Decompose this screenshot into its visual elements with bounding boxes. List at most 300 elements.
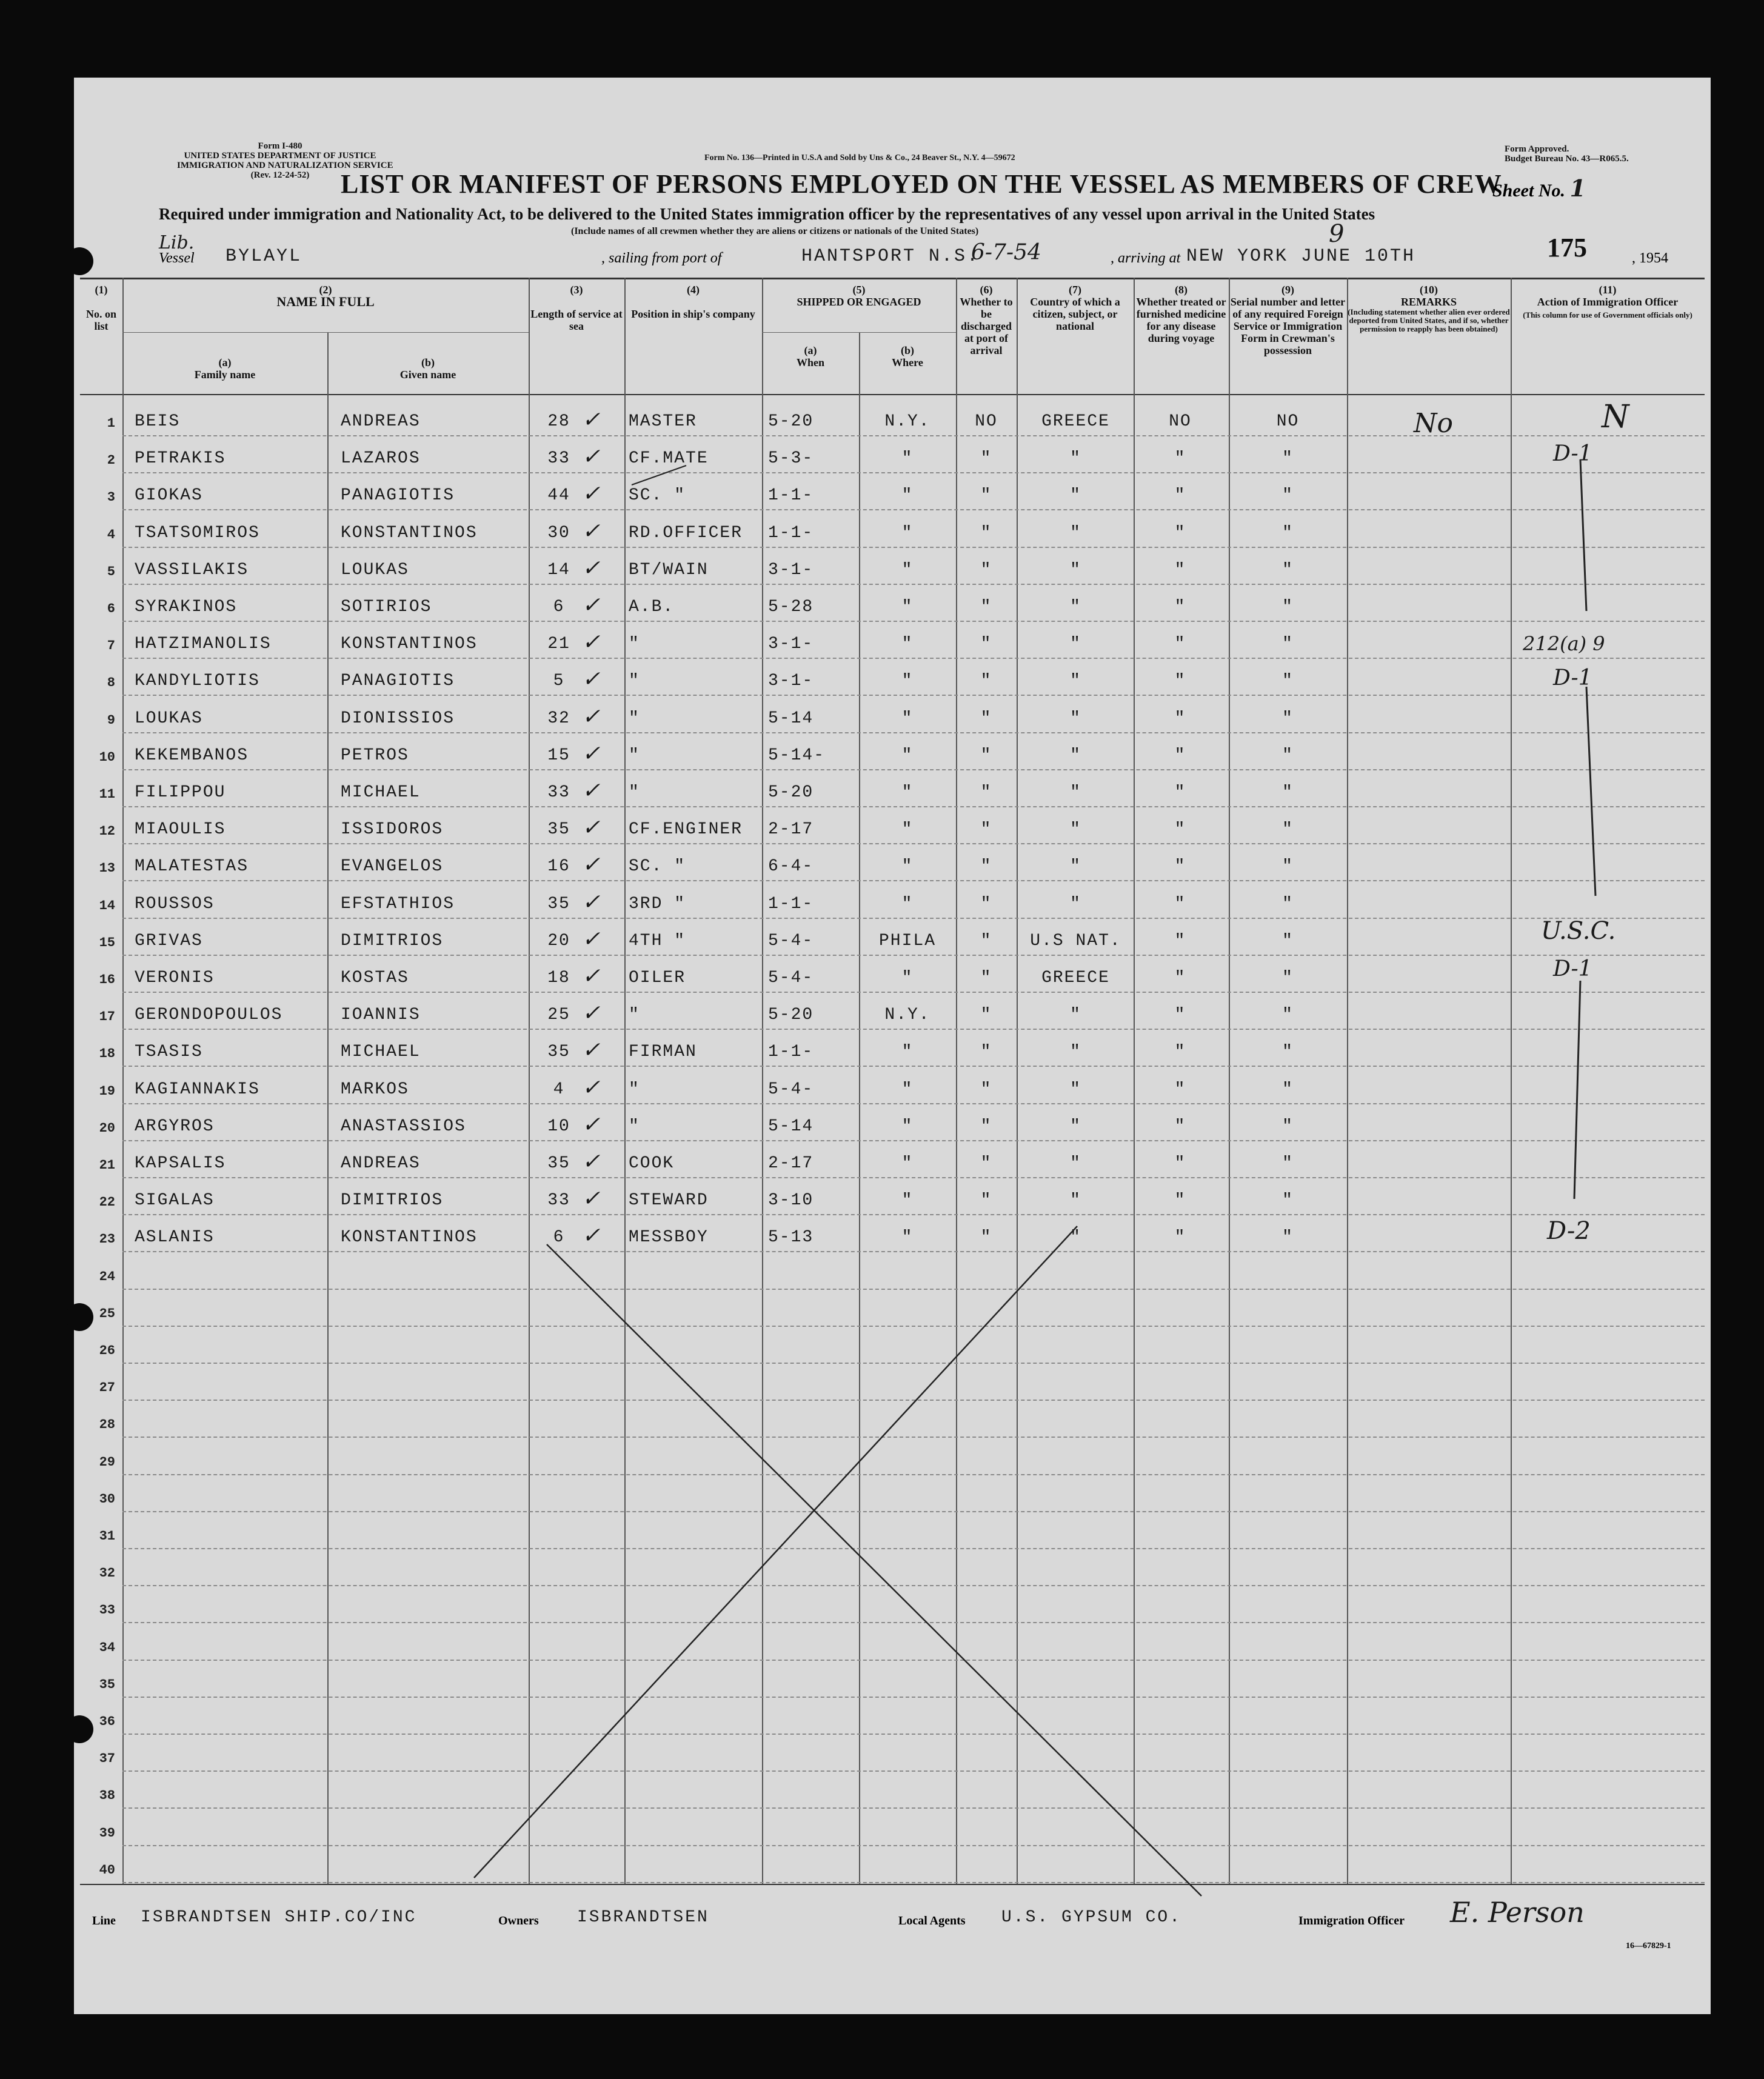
crew-given-cell: DIONISSIOS: [341, 709, 455, 728]
row-number: 21: [99, 1158, 115, 1173]
crew-position-cell: ": [629, 1006, 640, 1025]
crew-given-cell: SOTIRIOS: [341, 598, 432, 616]
vessel-name: BYLAYL: [226, 246, 302, 267]
crew-given-cell: KOSTAS: [341, 969, 409, 987]
col-label: SHIPPED OR ENGAGED: [797, 296, 921, 308]
row-number: 30: [99, 1491, 115, 1507]
budget-text: Budget Bureau No. 43—R065.5.: [1505, 154, 1629, 164]
crew-when-cell: 3-1-: [768, 560, 814, 579]
row-number: 18: [99, 1046, 115, 1062]
col-num: (4): [687, 284, 700, 296]
crew-length-cell: 18: [547, 969, 570, 987]
crew-discharged-cell: ": [980, 709, 992, 728]
crew-medicine-cell: ": [1174, 1154, 1186, 1173]
crew-where-cell: ": [901, 969, 914, 987]
check-mark-icon: ✓: [582, 853, 602, 879]
row-number: 1: [107, 416, 115, 431]
check-mark-icon: ✓: [582, 1224, 602, 1250]
crew-serial-cell: ": [1282, 1043, 1294, 1062]
crew-family-cell: GRIVAS: [135, 931, 203, 950]
col-num: (9): [1281, 284, 1294, 296]
crew-country-cell: ": [1070, 894, 1081, 913]
col-num: (3): [570, 284, 583, 296]
crew-given-cell: ANDREAS: [341, 1154, 421, 1173]
crew-medicine-cell: ": [1174, 746, 1186, 765]
owners-label: Owners: [498, 1914, 539, 1927]
crew-position-cell: BT/WAIN: [629, 560, 709, 579]
crew-discharged-cell: ": [980, 1006, 992, 1025]
crew-country-cell: ": [1070, 635, 1081, 654]
crew-country-cell: ": [1070, 820, 1081, 839]
crew-length-cell: 35: [547, 1154, 570, 1173]
action-handwriting: 212(a) 9: [1523, 632, 1605, 655]
crew-given-cell: LAZAROS: [341, 449, 421, 469]
crew-length-cell: 20: [547, 931, 570, 950]
department-text: UNITED STATES DEPARTMENT OF JUSTICE: [184, 151, 376, 161]
row-number: 20: [99, 1120, 115, 1136]
crew-length-cell: 21: [547, 635, 570, 654]
row-number: 3: [107, 490, 115, 506]
crew-family-cell: ROUSSOS: [135, 894, 215, 913]
col-note: (Including statement whether alien ever ordered deported from United States, and if so, whether permission to reapply has been obtained): [1348, 307, 1510, 333]
crew-length-cell: 25: [547, 1006, 570, 1025]
row-number: 10: [99, 749, 115, 765]
crew-when-cell: 2-17: [768, 820, 814, 839]
crew-family-cell: SIGALAS: [135, 1191, 215, 1210]
row-number: 22: [99, 1195, 115, 1210]
crew-serial-cell: ": [1282, 969, 1294, 987]
row-number: 39: [99, 1825, 115, 1841]
check-mark-icon: ✓: [582, 705, 602, 730]
crew-medicine-cell: ": [1174, 709, 1186, 728]
check-mark-icon: ✓: [582, 556, 602, 582]
crew-medicine-cell: ": [1174, 449, 1186, 469]
crew-where-cell: ": [901, 1228, 914, 1247]
agents-value: U.S. GYPSUM CO.: [1001, 1908, 1182, 1927]
action-handwriting: D-1: [1553, 956, 1592, 981]
crew-family-cell: MALATESTAS: [135, 857, 249, 876]
required-line: Required under immigration and Nationality Act, to be delivered to the United States immigration officer by the representatives of any vessel upon arrival in the United States: [159, 205, 1375, 223]
crew-given-cell: MARKOS: [341, 1080, 409, 1099]
col-label: No. on list: [85, 308, 116, 332]
crew-when-cell: 5-4-: [768, 931, 814, 950]
col-label: Action of Immigration Officer: [1537, 296, 1679, 308]
crew-medicine-cell: ": [1174, 783, 1186, 802]
row-number: 35: [99, 1677, 115, 1692]
crew-discharged-cell: ": [980, 1116, 992, 1136]
check-mark-icon: ✓: [582, 927, 602, 953]
action-handwriting: D-1: [1553, 441, 1592, 466]
row-number: 4: [107, 527, 115, 542]
crew-given-cell: KONSTANTINOS: [341, 1228, 478, 1247]
crew-discharged-cell: ": [980, 1228, 992, 1247]
col-sub-letter: (a): [804, 344, 817, 356]
crew-discharged-cell: ": [980, 1191, 992, 1210]
col-label: Whether to be discharged at port of arrival: [960, 296, 1013, 356]
crew-where-cell: ": [901, 1116, 914, 1136]
crew-where-cell: ": [901, 1191, 914, 1210]
crew-family-cell: BEIS: [135, 412, 181, 431]
crew-discharged-cell: ": [980, 969, 992, 987]
check-mark-icon: ✓: [582, 631, 602, 656]
row-number: 23: [99, 1232, 115, 1247]
crew-medicine-cell: ": [1174, 486, 1186, 506]
crew-where-cell: ": [901, 894, 914, 913]
crew-when-cell: 5-13: [768, 1228, 814, 1247]
manifest-page: [74, 78, 1711, 2014]
crew-where-cell: ": [901, 449, 914, 469]
crew-when-cell: 5-14: [768, 1116, 814, 1136]
crew-given-cell: PANAGIOTIS: [341, 486, 455, 506]
line-value: ISBRANDTSEN SHIP.CO/INC: [141, 1908, 417, 1927]
col-sub-label: Where: [892, 356, 923, 369]
crew-position-cell: 4TH ": [629, 931, 686, 950]
crew-where-cell: ": [901, 523, 914, 542]
crew-where-cell: ": [901, 486, 914, 506]
row-number: 13: [99, 861, 115, 876]
row-number: 36: [99, 1714, 115, 1729]
crew-when-cell: 5-14: [768, 709, 814, 728]
crew-family-cell: TSATSOMIROS: [135, 523, 260, 542]
crew-where-cell: ": [901, 598, 914, 616]
crew-position-cell: CF.ENGINER: [629, 820, 743, 839]
crew-where-cell: ": [901, 857, 914, 876]
crew-length-cell: 30: [547, 523, 570, 542]
crew-where-cell: PHILA: [878, 931, 936, 950]
crew-country-cell: ": [1070, 857, 1081, 876]
row-number: 26: [99, 1343, 115, 1358]
crew-family-cell: FILIPPOU: [135, 783, 226, 802]
check-mark-icon: ✓: [582, 519, 602, 545]
crew-given-cell: EVANGELOS: [341, 857, 444, 876]
crew-medicine-cell: ": [1174, 1191, 1186, 1210]
check-mark-icon: ✓: [582, 742, 602, 767]
crew-family-cell: KAGIANNAKIS: [135, 1080, 260, 1099]
col-sub-letter: (b): [901, 344, 914, 356]
col-sub-label: Given name: [399, 369, 456, 381]
stamp-number: 175: [1547, 233, 1587, 262]
row-number: 15: [99, 935, 115, 950]
crew-given-cell: IOANNIS: [341, 1006, 421, 1025]
crew-given-cell: MICHAEL: [341, 1043, 421, 1062]
crew-when-cell: 3-1-: [768, 672, 814, 691]
col-num: (10): [1420, 284, 1438, 296]
crew-where-cell: ": [901, 560, 914, 579]
crew-position-cell: SC. ": [629, 486, 686, 506]
check-mark-icon: ✓: [582, 1113, 602, 1138]
crew-serial-cell: ": [1282, 709, 1294, 728]
row-number: 24: [99, 1269, 115, 1284]
crew-discharged-cell: ": [980, 857, 992, 876]
crew-family-cell: PETRAKIS: [135, 449, 226, 469]
crew-medicine-cell: ": [1174, 1080, 1186, 1099]
row-number: 5: [107, 564, 115, 579]
crew-medicine-cell: ": [1174, 857, 1186, 876]
crew-position-cell: ": [629, 783, 640, 802]
line-label: Line: [92, 1914, 116, 1927]
crew-discharged-cell: ": [980, 449, 992, 469]
crew-country-cell: ": [1070, 746, 1081, 765]
owners-value: ISBRANDTSEN: [577, 1908, 709, 1927]
arriving-label: , arriving at: [1111, 250, 1181, 266]
crew-position-cell: RD.OFFICER: [629, 523, 743, 542]
sheet-value: 1: [1569, 175, 1586, 202]
row-number: 2: [107, 453, 115, 469]
crew-when-cell: 1-1-: [768, 1043, 814, 1062]
crew-country-cell: ": [1070, 1228, 1081, 1247]
crew-discharged-cell: ": [980, 486, 992, 506]
action-handwriting: D-2: [1547, 1217, 1591, 1245]
col-num: (7): [1069, 284, 1081, 296]
check-mark-icon: ✓: [582, 965, 602, 990]
check-mark-icon: ✓: [582, 1150, 602, 1175]
crew-serial-cell: ": [1282, 486, 1294, 506]
crew-discharged-cell: ": [980, 523, 992, 542]
row-number: 31: [99, 1529, 115, 1544]
crew-given-cell: DIMITRIOS: [341, 1191, 444, 1210]
crew-when-cell: 5-20: [768, 412, 814, 431]
crew-country-cell: ": [1070, 523, 1081, 542]
crew-serial-cell: NO: [1276, 412, 1300, 431]
row-number: 27: [99, 1380, 115, 1396]
col-sub-letter: (b): [421, 356, 435, 369]
crew-country-cell: ": [1070, 783, 1081, 802]
crew-serial-cell: ": [1282, 1191, 1294, 1210]
sheet-label: Sheet No.: [1492, 181, 1565, 201]
officer-label: Immigration Officer: [1298, 1914, 1405, 1927]
crew-given-cell: PANAGIOTIS: [341, 672, 455, 691]
crew-serial-cell: ": [1282, 449, 1294, 469]
crew-given-cell: ANASTASSIOS: [341, 1116, 466, 1136]
cross-stroke: [547, 1244, 1201, 1896]
crew-length-cell: 16: [547, 857, 570, 876]
crew-given-cell: PETROS: [341, 746, 409, 765]
revision-text: (Rev. 12-24-52): [250, 170, 310, 180]
crew-family-cell: KEKEMBANOS: [135, 746, 249, 765]
row-number: 32: [99, 1566, 115, 1581]
crew-medicine-cell: ": [1174, 1228, 1186, 1247]
row-number: 14: [99, 898, 115, 913]
row-number: 40: [99, 1862, 115, 1878]
crew-when-cell: 3-1-: [768, 635, 814, 654]
check-mark-icon: ✓: [582, 1187, 602, 1213]
crew-when-cell: 5-3-: [768, 449, 814, 469]
crew-medicine-cell: ": [1174, 969, 1186, 987]
crew-position-cell: ": [629, 672, 640, 691]
col-sub-letter: (a): [218, 356, 232, 369]
crew-given-cell: KONSTANTINOS: [341, 523, 478, 542]
action-handwriting: D-1: [1553, 666, 1592, 690]
row-number: 29: [99, 1454, 115, 1470]
crew-position-cell: ": [629, 1080, 640, 1099]
crew-serial-cell: ": [1282, 1228, 1294, 1247]
col-label: REMARKS: [1400, 296, 1457, 308]
check-mark-icon: ✓: [582, 816, 602, 842]
crew-when-cell: 5-4-: [768, 1080, 814, 1099]
crew-country-cell: ": [1070, 709, 1081, 728]
crew-family-cell: SYRAKINOS: [135, 598, 238, 616]
crew-position-cell: FIRMAN: [629, 1043, 697, 1062]
crew-family-cell: KAPSALIS: [135, 1154, 226, 1173]
col-num: (5): [852, 284, 866, 296]
crew-length-cell: 44: [547, 486, 570, 506]
crew-country-cell: ": [1070, 449, 1081, 469]
crew-length-cell: 15: [547, 746, 570, 765]
col-label: Whether treated or furnished medicine for any disease during voyage: [1136, 296, 1226, 344]
row-number: 37: [99, 1751, 115, 1767]
col-label: Length of service at sea: [530, 308, 623, 332]
crew-country-cell: ": [1070, 1191, 1081, 1210]
crew-where-cell: ": [901, 1043, 914, 1062]
crew-when-cell: 5-20: [768, 1006, 814, 1025]
crew-discharged-cell: ": [980, 598, 992, 616]
crew-position-cell: OILER: [629, 969, 686, 987]
crew-serial-cell: ": [1282, 635, 1294, 654]
col-num: (2): [319, 284, 332, 296]
crew-given-cell: KONSTANTINOS: [341, 635, 478, 654]
crew-medicine-cell: ": [1174, 820, 1186, 839]
row-number: 25: [99, 1306, 115, 1321]
crew-family-cell: TSASIS: [135, 1043, 203, 1062]
crew-length-cell: 10: [547, 1116, 570, 1136]
crew-when-cell: 5-4-: [768, 969, 814, 987]
crew-serial-cell: ": [1282, 1116, 1294, 1136]
crew-serial-cell: ": [1282, 523, 1294, 542]
crew-where-cell: ": [901, 783, 914, 802]
punch-hole: [65, 247, 93, 275]
punch-hole: [65, 1303, 93, 1331]
crew-position-cell: ": [629, 709, 640, 728]
crew-family-cell: LOUKAS: [135, 709, 203, 728]
crew-discharged-cell: ": [980, 931, 992, 950]
row-number: 17: [99, 1009, 115, 1025]
crew-family-cell: ARGYROS: [135, 1116, 215, 1136]
crew-discharged-cell: ": [980, 1154, 992, 1173]
crew-discharged-cell: ": [980, 746, 992, 765]
crew-serial-cell: ": [1282, 894, 1294, 913]
crew-length-cell: 6: [553, 598, 565, 616]
col-sub-label: When: [796, 356, 824, 369]
col-label: Country of which a citizen, subject, or national: [1030, 296, 1120, 332]
crew-when-cell: 5-28: [768, 598, 814, 616]
arrival-day-handwriting: 9: [1329, 220, 1345, 248]
col-num: (6): [980, 284, 993, 296]
crew-where-cell: ": [901, 1080, 914, 1099]
crew-country-cell: U.S NAT.: [1030, 931, 1121, 950]
col-label: Position in ship's company: [631, 308, 755, 320]
crew-discharged-cell: ": [980, 672, 992, 691]
crew-discharged-cell: ": [980, 820, 992, 839]
crew-serial-cell: ": [1282, 820, 1294, 839]
crew-where-cell: N.Y.: [884, 1006, 930, 1025]
crew-family-cell: GERONDOPOULOS: [135, 1006, 283, 1025]
crew-where-cell: ": [901, 709, 914, 728]
crew-length-cell: 4: [553, 1080, 565, 1099]
crew-discharged-cell: ": [980, 894, 992, 913]
crew-length-cell: 33: [547, 449, 570, 469]
crew-where-cell: ": [901, 1154, 914, 1173]
crew-length-cell: 35: [547, 894, 570, 913]
check-mark-icon: ✓: [582, 446, 602, 471]
crew-serial-cell: ": [1282, 672, 1294, 691]
sailing-date-handwriting: 6-7-54: [971, 240, 1041, 265]
check-mark-icon: ✓: [582, 779, 602, 804]
row-number: 12: [99, 824, 115, 839]
crew-when-cell: 6-4-: [768, 857, 814, 876]
crew-medicine-cell: ": [1174, 635, 1186, 654]
crew-medicine-cell: ": [1174, 1043, 1186, 1062]
page-title: LIST OR MANIFEST OF PERSONS EMPLOYED ON THE VESSEL AS MEMBERS OF CREW: [341, 169, 1502, 199]
cross-stroke: [474, 1226, 1077, 1878]
action-handwriting: N: [1602, 399, 1629, 435]
form-number-text: Form I-480: [258, 141, 302, 151]
check-mark-icon: ✓: [582, 668, 602, 693]
include-note: (Include names of all crewmen whether they are aliens or citizens or nationals of the United States): [571, 226, 979, 236]
crew-given-cell: EFSTATHIOS: [341, 894, 455, 913]
arriving-value: NEW YORK JUNE 10TH: [1186, 246, 1416, 267]
crew-where-cell: ": [901, 635, 914, 654]
crew-position-cell: COOK: [629, 1154, 675, 1173]
crew-given-cell: MICHAEL: [341, 783, 421, 802]
row-number: 8: [107, 675, 115, 691]
crew-where-cell: ": [901, 820, 914, 839]
col-sub-label: Family name: [194, 369, 256, 381]
crew-serial-cell: ": [1282, 560, 1294, 579]
crew-length-cell: 5: [553, 672, 565, 691]
crew-length-cell: 33: [547, 1191, 570, 1210]
sailing-label: , sailing from port of: [601, 250, 722, 266]
crew-serial-cell: ": [1282, 857, 1294, 876]
crew-position-cell: 3RD ": [629, 894, 686, 913]
crew-position-cell: CF.MATE: [629, 449, 709, 469]
vessel-label: Vessel: [159, 250, 195, 266]
crew-position-cell: MASTER: [629, 412, 697, 431]
crew-medicine-cell: NO: [1169, 412, 1192, 431]
crew-medicine-cell: ": [1174, 894, 1186, 913]
service-text: IMMIGRATION AND NATURALIZATION SERVICE: [177, 161, 393, 170]
crew-serial-cell: ": [1282, 746, 1294, 765]
crew-country-cell: ": [1070, 672, 1081, 691]
crew-when-cell: 1-1-: [768, 523, 814, 542]
check-mark-icon: ✓: [582, 1076, 602, 1101]
officer-signature: E. Person: [1450, 1896, 1585, 1929]
col-note: (This column for use of Government officials only): [1523, 310, 1692, 319]
check-mark-icon: ✓: [582, 409, 602, 433]
crew-length-cell: 35: [547, 820, 570, 839]
crew-position-cell: A.B.: [629, 598, 675, 616]
col-num: (1): [95, 284, 108, 296]
sailing-port: HANTSPORT N.S.: [801, 246, 980, 267]
crew-discharged-cell: ": [980, 1043, 992, 1062]
crew-when-cell: 5-20: [768, 783, 814, 802]
crew-country-cell: ": [1070, 598, 1081, 616]
agents-label: Local Agents: [898, 1914, 966, 1927]
crew-position-cell: ": [629, 746, 640, 765]
col-num: (8): [1175, 284, 1188, 296]
row-number: 9: [107, 712, 115, 728]
crew-when-cell: 1-1-: [768, 486, 814, 506]
crew-country-cell: ": [1070, 1080, 1081, 1099]
check-mark-icon: ✓: [582, 594, 602, 619]
crew-medicine-cell: ": [1174, 560, 1186, 579]
crew-when-cell: 5-14-: [768, 746, 826, 765]
crew-medicine-cell: ": [1174, 598, 1186, 616]
crew-where-cell: ": [901, 672, 914, 691]
crew-country-cell: ": [1070, 486, 1081, 506]
crew-discharged-cell: ": [980, 1080, 992, 1099]
crew-medicine-cell: ": [1174, 1116, 1186, 1136]
row-number: 34: [99, 1640, 115, 1655]
